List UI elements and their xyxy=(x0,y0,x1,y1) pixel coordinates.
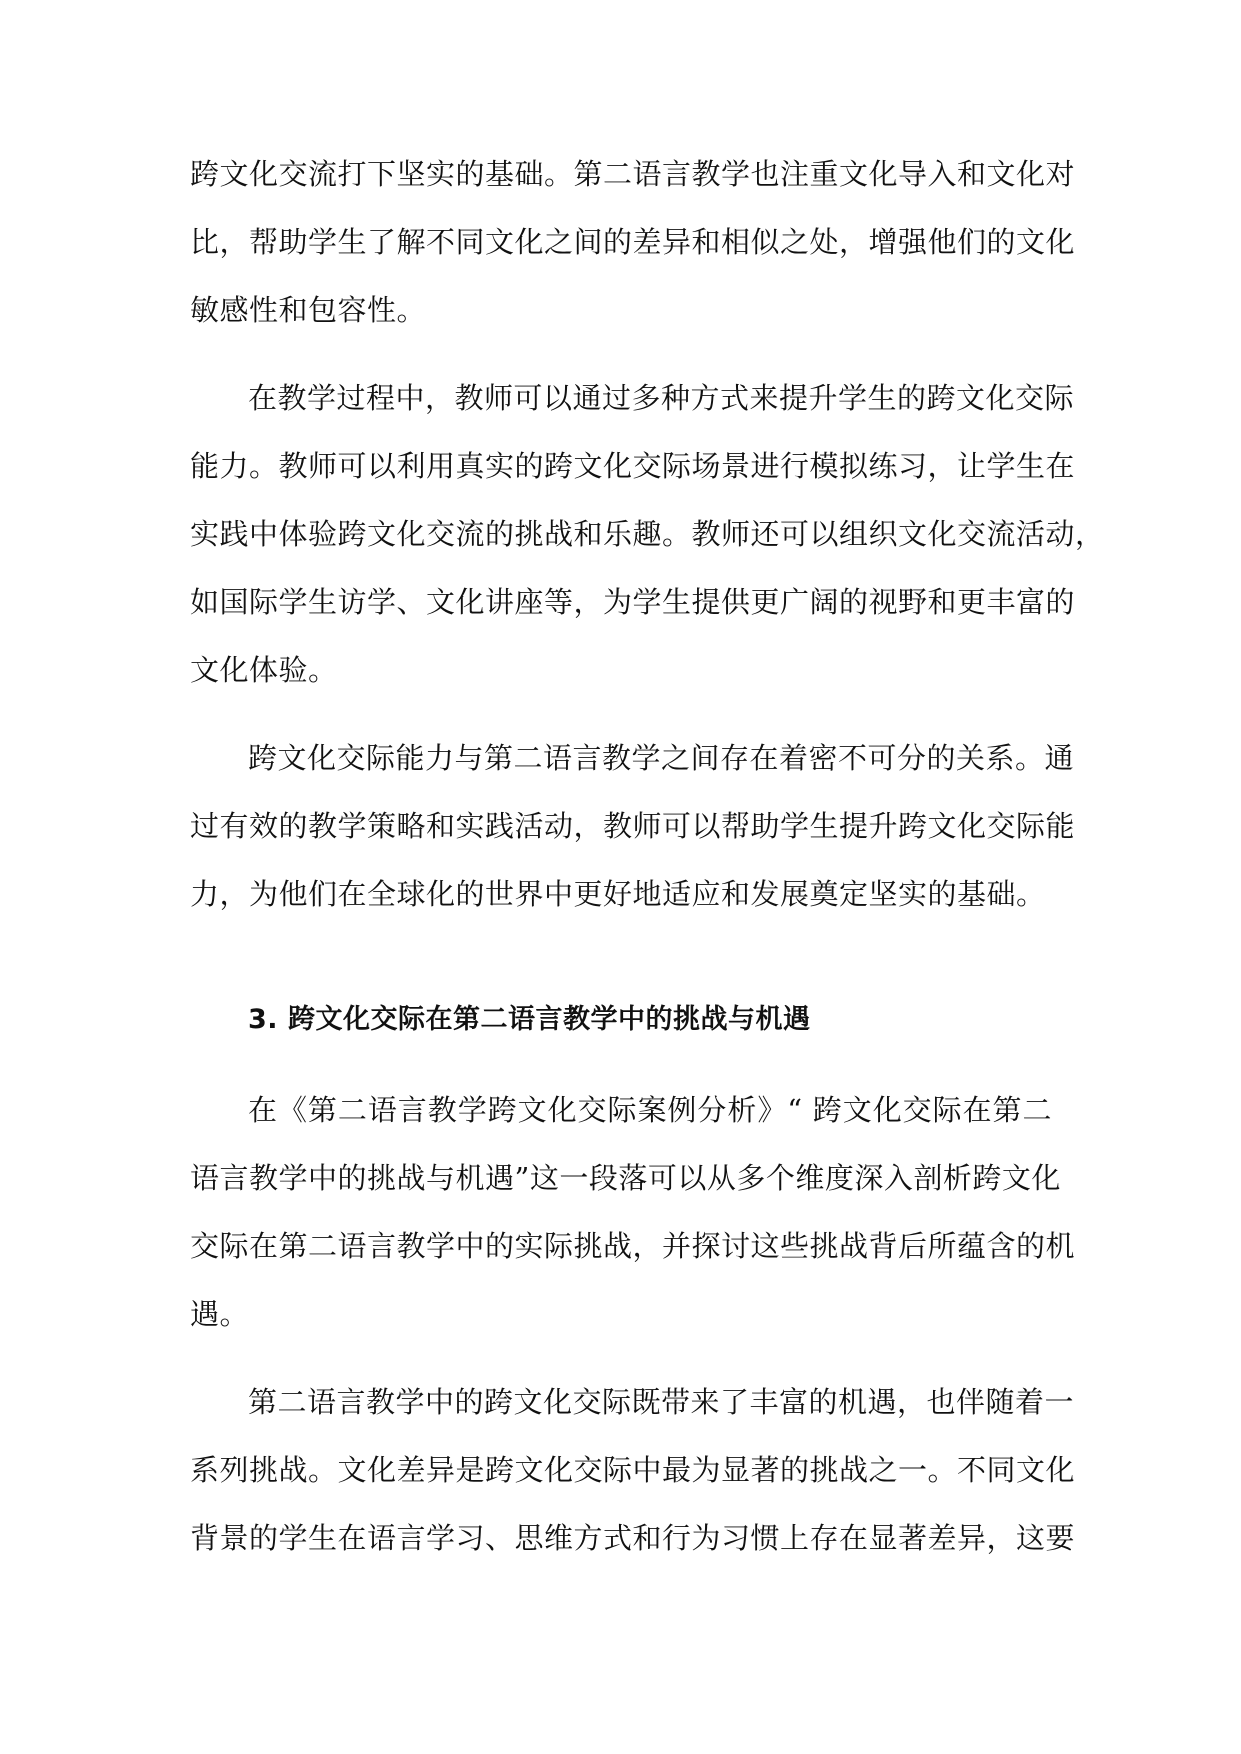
section-heading: 3. 跨文化交际在第二语言教学中的挑战与机遇 xyxy=(248,1004,811,1035)
paragraph-line: 在《第二语言教学跨文化交际案例分析》“ 跨文化交际在第二 xyxy=(248,1093,1052,1127)
paragraph-line: 遇。 xyxy=(190,1297,250,1331)
paragraph-line: 跨文化交流打下坚实的基础。第二语言教学也注重文化导入和文化对 xyxy=(190,157,1076,191)
paragraph-line: 文化体验。 xyxy=(190,653,338,687)
paragraph-line: 第二语言教学中的跨文化交际既带来了丰富的机遇，也伴随着一 xyxy=(248,1385,1075,1419)
paragraph-line: 交际在第二语言教学中的实际挑战，并探讨这些挑战背后所蕴含的机 xyxy=(190,1229,1076,1263)
paragraph-line: 比，帮助学生了解不同文化之间的差异和相似之处，增强他们的文化 xyxy=(190,225,1076,259)
paragraph-line: 过有效的教学策略和实践活动，教师可以帮助学生提升跨文化交际能 xyxy=(190,809,1076,843)
paragraph-line: 系列挑战。文化差异是跨文化交际中最为显著的挑战之一。不同文化 xyxy=(190,1453,1076,1487)
paragraph-line: 能力。教师可以利用真实的跨文化交际场景进行模拟练习，让学生在 xyxy=(190,449,1076,483)
paragraph-line: 背景的学生在语言学习、思维方式和行为习惯上存在显著差异，这要 xyxy=(190,1521,1076,1555)
paragraph-line: 跨文化交际能力与第二语言教学之间存在着密不可分的关系。通 xyxy=(248,741,1075,775)
paragraph-line: 敏感性和包容性。 xyxy=(190,293,427,327)
paragraph-line: 实践中体验跨文化交流的挑战和乐趣。教师还可以组织文化交流活动， xyxy=(190,517,1105,551)
paragraph-line: 在教学过程中，教师可以通过多种方式来提升学生的跨文化交际 xyxy=(248,381,1075,415)
paragraph-line: 力，为他们在全球化的世界中更好地适应和发展奠定坚实的基础。 xyxy=(190,877,1046,911)
paragraph-line: 语言教学中的挑战与机遇”这一段落可以从多个维度深入剖析跨文化 xyxy=(190,1161,1061,1195)
paragraph-line: 如国际学生访学、文化讲座等，为学生提供更广阔的视野和更丰富的 xyxy=(190,585,1076,619)
